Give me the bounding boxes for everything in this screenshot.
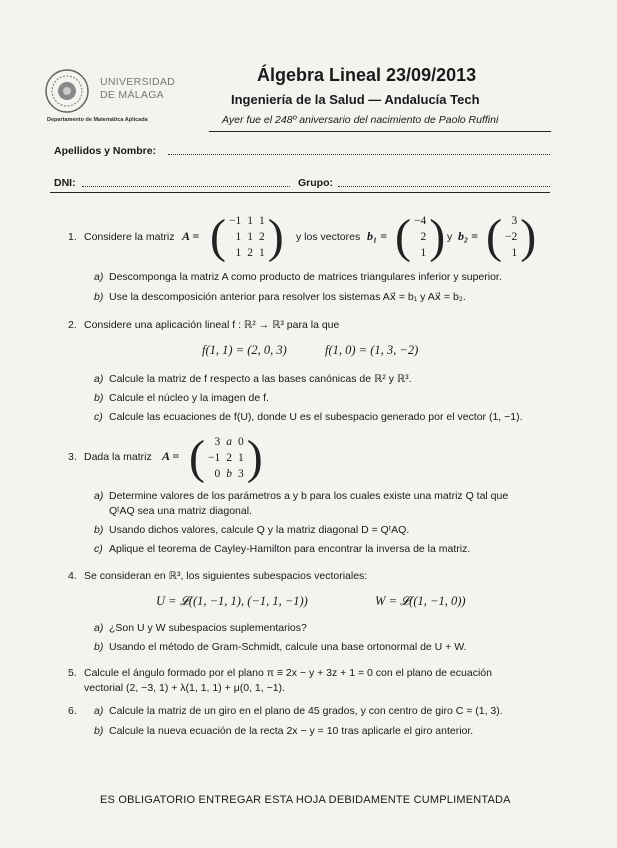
tagline: Ayer fue el 248º aniversario del nacimiento de Paolo Ruffini [222,114,499,126]
q6-number: 6. [68,705,77,717]
q1-vector-b2: ( 3 −2 1 ) [486,210,537,263]
vector-cell: 3 [511,215,518,227]
q6b-label: b) [94,725,104,737]
university-name-2: DE MÁLAGA [100,89,164,101]
q4a-text: ¿Son U y W subespacios suplementarios? [109,622,307,634]
q1-mid-text: y los vectores [296,231,361,243]
footer-notice: ES OBLIGATORIO ENTREGAR ESTA HOJA DEBIDAMENTE CUMPLIMENTADA [100,794,511,806]
q1a-label: a) [94,271,104,283]
matrix-cell: 1 [258,247,265,259]
q4-number: 4. [68,570,77,582]
matrix-cell: 1 [258,215,265,227]
matrix-cell: 2 [226,452,232,464]
matrix-cell: −1 [207,452,221,464]
q3-lhs: A = [162,449,180,463]
q1a-text: Descomponga la matriz A como producto de matrices triangulares inferior y superior. [109,271,502,283]
matrix-cell: 1 [247,215,253,227]
name-label: Apellidos y Nombre: [54,145,157,157]
matrix-cell: 2 [258,231,265,243]
q4b-label: b) [94,641,104,653]
q3b-text: Usando dichos valores, calcule Q y la matriz diagonal D = QᵗAQ. [109,524,410,536]
matrix-cell: 1 [235,247,242,259]
q5-text-2: vectorial (2, −3, 1) + λ(1, 1, 1) + μ(0, 1, −1). [84,682,285,694]
matrix-cell: 0 [214,468,221,480]
matrix-cell: 3 [237,468,244,480]
q2b-label: b) [94,392,104,404]
university-name-1: UNIVERSIDAD [100,76,176,88]
q1-number: 1. [68,231,77,243]
q3b-label: b) [94,524,104,536]
q4-eq-U: U = 𝓛((1, −1, 1), (−1, 1, −1)) [156,594,308,608]
vector-cell: 2 [420,231,427,243]
q3-matrix: ( 3 a 0 −1 2 1 0 b 3 ) [189,431,263,484]
q2b-text: Calcule el núcleo y la imagen de f. [109,392,269,404]
header-rule [209,131,551,132]
q1-matrix-A: ( −1 1 1 1 1 2 1 2 1 ) [210,210,284,263]
matrix-cell: 1 [235,231,242,243]
q1-vector-b1: ( −4 2 1 ) [395,210,446,263]
q2c-text: Calcule las ecuaciones de f(U), donde U es el subespacio generado por el vector (1, −1). [109,411,523,423]
q4b-text: Usando el método de Gram-Schmidt, calcule una base ortonormal de U + W. [109,641,467,653]
matrix-cell: 1 [247,231,253,243]
q4a-label: a) [94,622,104,634]
name-field[interactable] [168,154,550,155]
page-title: Álgebra Lineal 23/09/2013 [257,65,477,85]
vector-cell: −2 [504,231,518,243]
q3c-label: c) [94,543,103,555]
dni-label: DNI: [54,177,76,189]
dni-field[interactable] [82,186,290,187]
matrix-cell: 1 [237,452,244,464]
vector-cell: 1 [420,247,427,259]
university-seal-icon [44,68,94,114]
form-rule [50,192,550,193]
q4-eq-W: W = 𝓛((1, −1, 0)) [375,594,466,608]
university-logo [44,68,94,114]
q5-text-1: Calcule el ángulo formado por el plano π ≡ 2x − y + 3z + 1 = 0 con el plano de ecuación [84,667,492,679]
q6a-label: a) [94,705,104,717]
q6b-text: Calcule la nueva ecuación de la recta 2x − y = 10 tras aplicarle el giro anterior. [109,725,474,737]
q1-and: y [447,231,453,243]
department-name: Departamento de Matemática Aplicada [47,117,148,123]
q1b-text: Use la descomposición anterior para resolver los sistemas Ax⃗ = b₁ y Ax⃗ = b₂. [109,291,466,303]
q2-intro: Considere una aplicación lineal f : ℝ² → ℝ³ para la que [84,319,340,331]
q1b-label: b) [94,291,104,303]
vector-cell: −4 [413,215,427,227]
q2c-label: c) [94,411,103,423]
q2a-text: Calcule la matriz de f respecto a las bases canónicas de ℝ² y ℝ³. [109,373,412,385]
matrix-cell: a [226,436,232,448]
q1-lhs-b2: b₂ = [458,229,479,243]
vector-cell: 1 [511,247,518,259]
q2-number: 2. [68,319,77,331]
matrix-cell: b [226,468,232,480]
matrix-cell: −1 [228,215,242,227]
q2a-label: a) [94,373,104,385]
q1-lhs-b1: b₁ = [367,229,388,243]
matrix-cell: 2 [247,247,253,259]
q3c-text: Aplique el teorema de Cayley-Hamilton para encontrar la inversa de la matriz. [109,543,471,555]
group-label: Grupo: [298,177,333,189]
q3a-label: a) [94,490,104,502]
q1-lhs-A: A = [182,229,200,243]
q5-number: 5. [68,667,77,679]
q2-eq2: f(1, 0) = (1, 3, −2) [325,343,419,357]
q3-intro: Dada la matriz [84,451,152,463]
q6a-text: Calcule la matriz de un giro en el plano de 45 grados, y con centro de giro C = (1, 3). [109,705,503,717]
page-subtitle: Ingeniería de la Salud — Andalucía Tech [231,92,480,107]
q3a-text-2: QᵗAQ sea una matriz diagonal. [109,505,252,517]
matrix-cell: 3 [214,436,221,448]
q1-intro: Considere la matriz [84,231,175,243]
q4-intro: Se consideran en ℝ³, los siguientes subespacios vectoriales: [84,570,368,582]
q3a-text-1: Determine valores de los parámetros a y b para los cuales existe una matriz Q tal que [109,490,509,502]
q2-eq1: f(1, 1) = (2, 0, 3) [202,343,287,357]
group-field[interactable] [338,186,550,187]
matrix-cell: 0 [237,436,244,448]
q3-number: 3. [68,451,77,463]
